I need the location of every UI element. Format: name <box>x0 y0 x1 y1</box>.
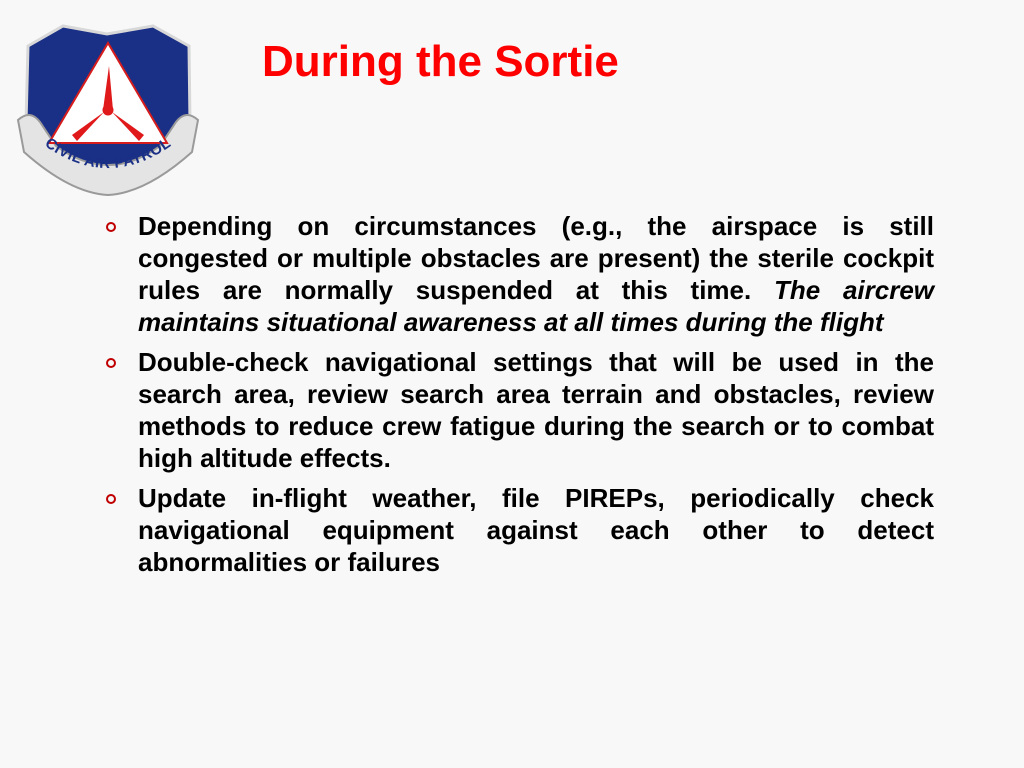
civil-air-patrol-logo <box>14 14 202 204</box>
bullet-circle-icon <box>106 358 116 368</box>
logo-text: CIVIL AIR PATROL <box>41 134 175 173</box>
bullet-circle-icon <box>106 222 116 232</box>
bullet-item-1 <box>104 210 934 338</box>
bullet-item-2 <box>104 346 934 474</box>
slide-title: During the Sortie <box>262 37 619 86</box>
bullet-text-2: Double-check navigational settings that will be used in the search area, review search area terrain and obstacles, review methods to reduce crew fatigue during the search or to combat high altitude effects. <box>138 347 934 473</box>
bullet-text-1: Depending on circumstances (e.g., the airspace is still congested or multiple obstacles are present) the sterile cockpit rules are normally suspended at this time. <box>138 211 934 305</box>
bullet-list <box>104 210 934 586</box>
bullet-italic-text-1: The aircrew maintains situational awareness at all times during the flight <box>138 275 935 337</box>
bullet-item-3 <box>104 482 934 578</box>
bullet-circle-icon <box>106 494 116 504</box>
bullet-text-3: Update in-flight weather, file PIREPs, periodically check navigational equipment against each other to detect abnormalities or failures <box>138 483 934 577</box>
